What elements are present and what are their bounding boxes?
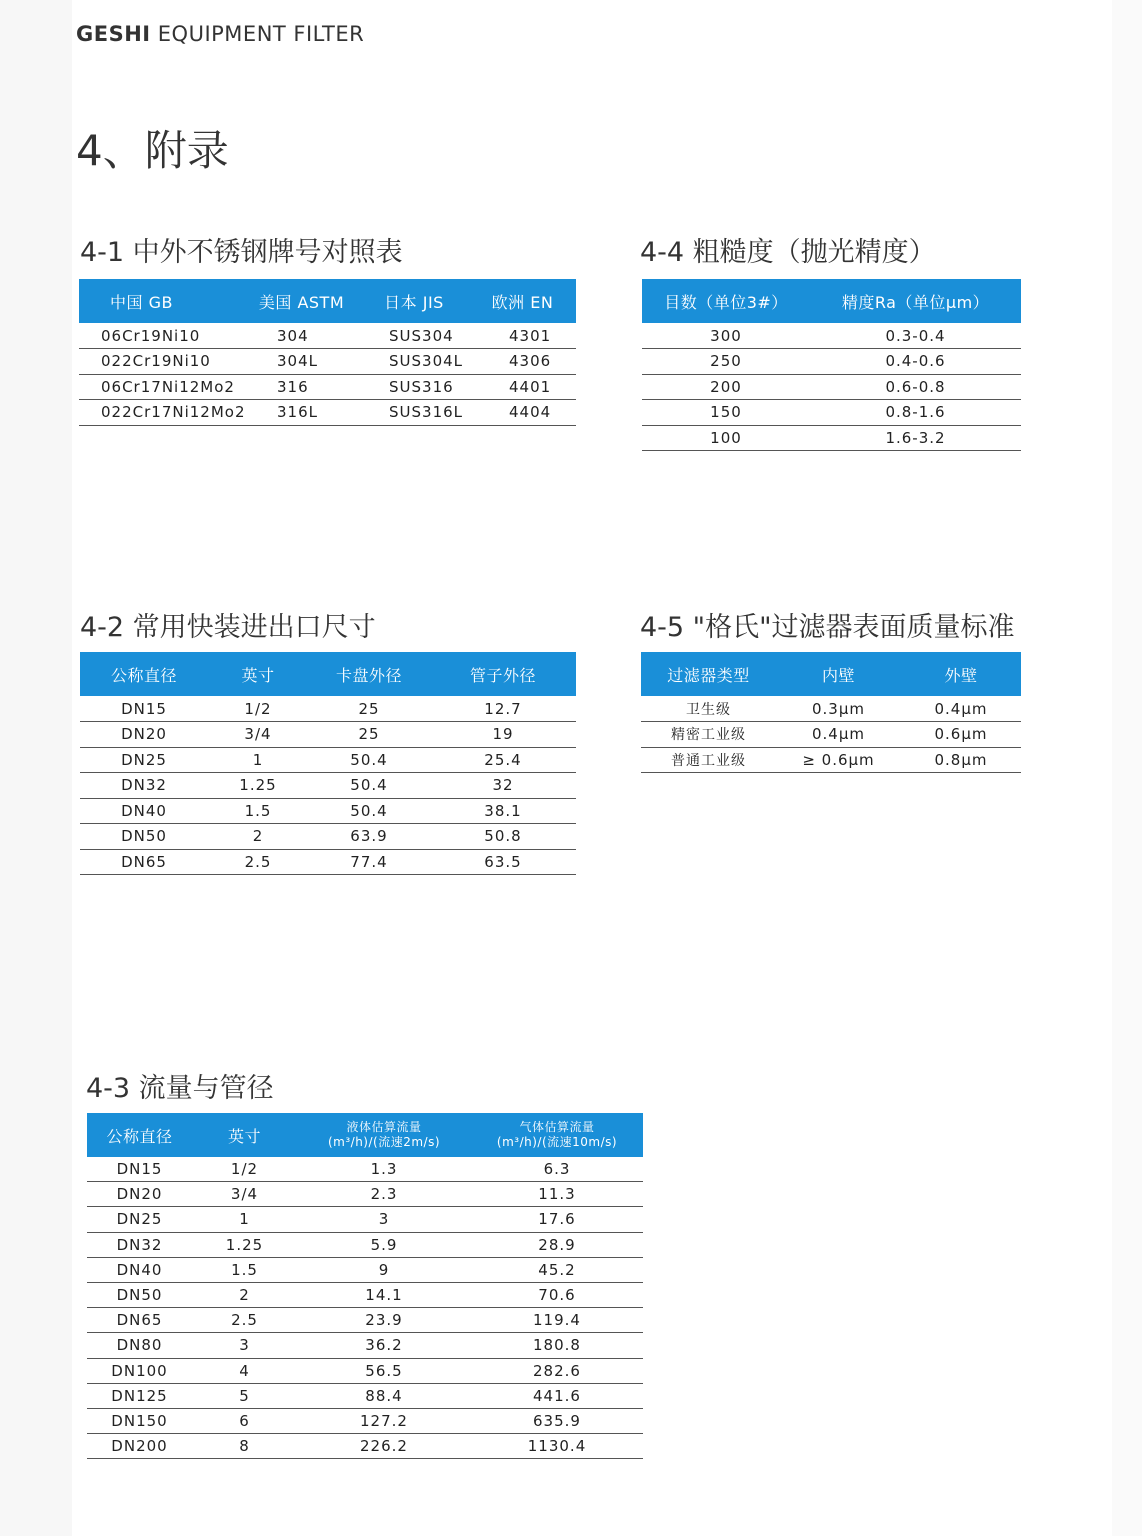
page-margin-right — [1112, 0, 1142, 1536]
table-cell: 0.8-1.6 — [810, 400, 1021, 426]
table-cell: 1.25 — [192, 1232, 297, 1257]
table-cell: 06Cr17Ni12Mo2 — [79, 374, 244, 400]
table-row — [87, 1333, 643, 1358]
table-cell: 4404 — [469, 400, 576, 426]
table-cell: 2 — [192, 1282, 297, 1307]
table-cell: 1 — [192, 1207, 297, 1232]
col-header: 内壁 — [776, 652, 901, 696]
col-header: 目数（单位3#） — [642, 279, 810, 323]
table-cell: DN125 — [87, 1383, 192, 1408]
table-cell: 226.2 — [297, 1434, 471, 1459]
table-cell: SUS316L — [359, 400, 469, 426]
table-stainless-grades — [79, 279, 576, 426]
table-header-row — [87, 1113, 643, 1157]
table-cell: 022Cr19Ni10 — [79, 349, 244, 375]
table-row — [80, 773, 576, 799]
table-row — [79, 323, 576, 349]
table-cell: 3/4 — [208, 722, 308, 748]
table-cell: 2 — [208, 824, 308, 850]
table-cell: 63.9 — [308, 824, 430, 850]
table-cell: 4401 — [469, 374, 576, 400]
table-row — [79, 374, 576, 400]
table-cell: 250 — [642, 349, 810, 375]
table-row — [80, 824, 576, 850]
table-cell: 50.4 — [308, 747, 430, 773]
col-header — [471, 1113, 643, 1157]
table-row — [87, 1182, 643, 1207]
table-cell: 635.9 — [471, 1408, 643, 1433]
table-cell: 56.5 — [297, 1358, 471, 1383]
col-header: 外壁 — [901, 652, 1021, 696]
table-cell: 50.8 — [430, 824, 576, 850]
col-header: 管子外径 — [430, 652, 576, 696]
table-cell: DN25 — [87, 1207, 192, 1232]
table-row — [642, 425, 1021, 451]
table-cell: DN20 — [80, 722, 208, 748]
table-cell: 25 — [308, 722, 430, 748]
col-header-line2: (m³/h)/(流速2m/s) — [327, 1135, 441, 1149]
section-title-4-1: 4-1 中外不锈钢牌号对照表 — [80, 237, 403, 268]
table-cell: DN40 — [87, 1257, 192, 1282]
table-row — [642, 349, 1021, 375]
table-cell: 0.4μm — [901, 696, 1021, 722]
table-cell: 1 — [208, 747, 308, 773]
table-cell: DN25 — [80, 747, 208, 773]
table-cell: 1.6-3.2 — [810, 425, 1021, 451]
table-row — [87, 1383, 643, 1408]
table-cell: 0.4μm — [776, 722, 901, 748]
table-cell: 441.6 — [471, 1383, 643, 1408]
col-header: 英寸 — [208, 652, 308, 696]
table-header-row — [642, 279, 1021, 323]
table-header-row — [80, 652, 576, 696]
table-cell: 36.2 — [297, 1333, 471, 1358]
table-cell: 1/2 — [192, 1157, 297, 1182]
brand-rest: EQUIPMENT FILTER — [150, 22, 365, 46]
table-cell: 0.6-0.8 — [810, 374, 1021, 400]
table-cell: 精密工业级 — [641, 722, 776, 748]
brand-bold: GESHI — [76, 22, 151, 46]
section-title-4-5: 4-5 "格氏"过滤器表面质量标准 — [640, 612, 1015, 643]
table-cell: DN65 — [87, 1308, 192, 1333]
table-quick-connect — [80, 652, 576, 875]
table-cell: 200 — [642, 374, 810, 400]
table-cell: 304L — [244, 349, 359, 375]
table-cell: 304 — [244, 323, 359, 349]
table-cell: 316 — [244, 374, 359, 400]
table-row — [87, 1157, 643, 1182]
table-cell: 1.5 — [192, 1257, 297, 1282]
table-cell: 14.1 — [297, 1282, 471, 1307]
table-cell: 100 — [642, 425, 810, 451]
table-row — [80, 696, 576, 722]
table-cell: 卫生级 — [641, 696, 776, 722]
col-header: 日本 JIS — [359, 279, 469, 323]
table-cell: 77.4 — [308, 849, 430, 875]
col-header: 公称直径 — [87, 1113, 192, 1157]
table-cell: DN150 — [87, 1408, 192, 1433]
table-flow-diameter — [87, 1113, 643, 1459]
col-header-line2: (m³/h)/(流速10m/s) — [496, 1135, 618, 1149]
table-cell: 1/2 — [208, 696, 308, 722]
table-cell: 127.2 — [297, 1408, 471, 1433]
col-header: 美国 ASTM — [244, 279, 359, 323]
page-margin-left — [0, 0, 72, 1536]
table-cell: SUS316 — [359, 374, 469, 400]
table-cell: 45.2 — [471, 1257, 643, 1282]
table-cell: 2.5 — [192, 1308, 297, 1333]
table-cell: 282.6 — [471, 1358, 643, 1383]
table-cell: DN15 — [87, 1157, 192, 1182]
col-header: 卡盘外径 — [308, 652, 430, 696]
col-header: 英寸 — [192, 1113, 297, 1157]
table-cell: 2.5 — [208, 849, 308, 875]
table-cell: 150 — [642, 400, 810, 426]
table-cell: 6.3 — [471, 1157, 643, 1182]
table-cell: DN80 — [87, 1333, 192, 1358]
table-cell: 6 — [192, 1408, 297, 1433]
table-row — [80, 747, 576, 773]
table-cell: 88.4 — [297, 1383, 471, 1408]
table-cell: DN65 — [80, 849, 208, 875]
table-cell: SUS304L — [359, 349, 469, 375]
table-cell: 1.5 — [208, 798, 308, 824]
table-cell: 4301 — [469, 323, 576, 349]
table-cell: 0.4-0.6 — [810, 349, 1021, 375]
table-cell: 19 — [430, 722, 576, 748]
table-header-row — [79, 279, 576, 323]
table-cell: 022Cr17Ni12Mo2 — [79, 400, 244, 426]
table-cell: 25 — [308, 696, 430, 722]
table-cell: DN40 — [80, 798, 208, 824]
brand-header — [76, 22, 364, 46]
table-cell: 3 — [297, 1207, 471, 1232]
table-row — [87, 1434, 643, 1459]
table-cell: 50.4 — [308, 773, 430, 799]
table-cell: 1.25 — [208, 773, 308, 799]
table-row — [87, 1207, 643, 1232]
table-cell: 06Cr19Ni10 — [79, 323, 244, 349]
table-cell: 1130.4 — [471, 1434, 643, 1459]
table-row — [87, 1232, 643, 1257]
table-row — [79, 400, 576, 426]
section-title-4-4: 4-4 粗糙度（抛光精度） — [640, 237, 936, 268]
table-cell: 316L — [244, 400, 359, 426]
col-header: 欧洲 EN — [469, 279, 576, 323]
table-cell: 9 — [297, 1257, 471, 1282]
table-cell: DN32 — [80, 773, 208, 799]
table-row — [79, 349, 576, 375]
col-header-line1: 液体估算流量 — [346, 1120, 422, 1134]
table-cell: 5 — [192, 1383, 297, 1408]
table-roughness — [642, 279, 1021, 451]
col-header: 过滤器类型 — [641, 652, 776, 696]
table-cell: DN15 — [80, 696, 208, 722]
table-cell: 38.1 — [430, 798, 576, 824]
col-header: 精度Ra（单位μm） — [810, 279, 1021, 323]
table-row — [80, 849, 576, 875]
table-cell: 119.4 — [471, 1308, 643, 1333]
table-cell: 4 — [192, 1358, 297, 1383]
table-cell: 23.9 — [297, 1308, 471, 1333]
table-row — [80, 798, 576, 824]
table-cell: 11.3 — [471, 1182, 643, 1207]
table-cell: 25.4 — [430, 747, 576, 773]
table-cell: 70.6 — [471, 1282, 643, 1307]
table-cell: 50.4 — [308, 798, 430, 824]
page-title: 4、附录 — [76, 126, 229, 175]
table-cell: 4306 — [469, 349, 576, 375]
table-row — [80, 722, 576, 748]
table-cell: 3/4 — [192, 1182, 297, 1207]
table-cell: DN100 — [87, 1358, 192, 1383]
table-row — [641, 722, 1021, 748]
col-header: 公称直径 — [80, 652, 208, 696]
table-cell: ≥ 0.6μm — [776, 747, 901, 773]
table-cell: 1.3 — [297, 1157, 471, 1182]
table-surface-quality — [641, 652, 1021, 773]
table-row — [87, 1308, 643, 1333]
table-cell: 63.5 — [430, 849, 576, 875]
table-cell: DN50 — [80, 824, 208, 850]
table-row — [641, 747, 1021, 773]
table-cell: 5.9 — [297, 1232, 471, 1257]
table-row — [87, 1358, 643, 1383]
table-cell: 32 — [430, 773, 576, 799]
col-header-line1: 气体估算流量 — [519, 1120, 595, 1134]
table-row — [87, 1257, 643, 1282]
table-cell: 300 — [642, 323, 810, 349]
col-header: 中国 GB — [79, 279, 244, 323]
table-cell: 17.6 — [471, 1207, 643, 1232]
table-cell: 0.3-0.4 — [810, 323, 1021, 349]
table-cell: DN200 — [87, 1434, 192, 1459]
table-cell: 0.3μm — [776, 696, 901, 722]
table-cell: DN32 — [87, 1232, 192, 1257]
table-row — [642, 400, 1021, 426]
table-row — [642, 374, 1021, 400]
table-row — [642, 323, 1021, 349]
table-cell: 2.3 — [297, 1182, 471, 1207]
table-row — [87, 1408, 643, 1433]
section-title-4-2: 4-2 常用快装进出口尺寸 — [80, 612, 376, 643]
table-cell: 3 — [192, 1333, 297, 1358]
table-row — [641, 696, 1021, 722]
col-header — [297, 1113, 471, 1157]
section-title-4-3: 4-3 流量与管径 — [86, 1073, 274, 1104]
table-cell: 12.7 — [430, 696, 576, 722]
table-cell: 0.8μm — [901, 747, 1021, 773]
table-cell: 28.9 — [471, 1232, 643, 1257]
table-row — [87, 1282, 643, 1307]
table-cell: DN50 — [87, 1282, 192, 1307]
table-cell: SUS304 — [359, 323, 469, 349]
table-cell: DN20 — [87, 1182, 192, 1207]
table-cell: 普通工业级 — [641, 747, 776, 773]
table-header-row — [641, 652, 1021, 696]
table-cell: 8 — [192, 1434, 297, 1459]
table-cell: 180.8 — [471, 1333, 643, 1358]
table-cell: 0.6μm — [901, 722, 1021, 748]
